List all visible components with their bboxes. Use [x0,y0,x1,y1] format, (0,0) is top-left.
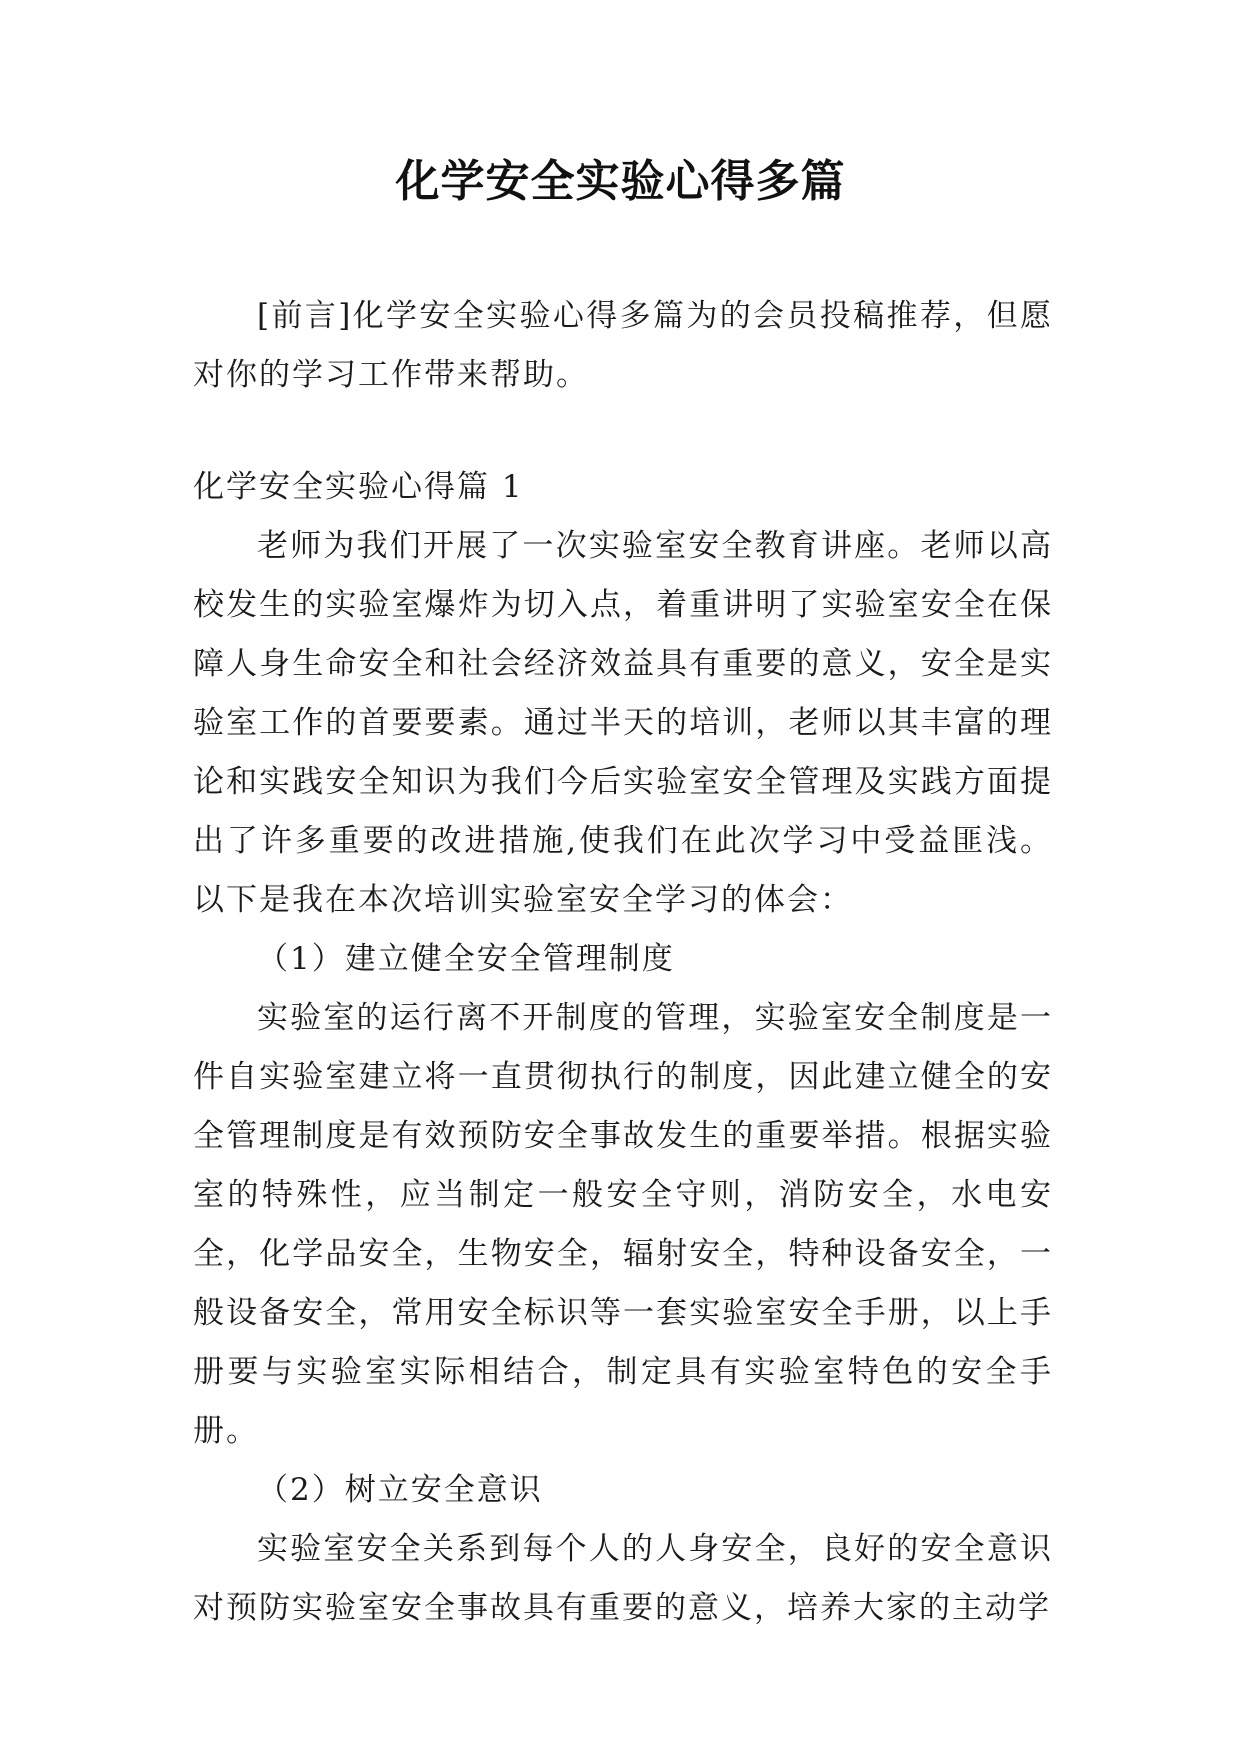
preface-paragraph: [前言]化学安全实验心得多篇为的会员投稿推荐，但愿对你的学习工作带来帮助。 [193,298,1053,393]
paragraph-awareness: 实验室安全关系到每个人的人身安全，良好的安全意识对预防实验室安全事故具有重要的意义，培养大家的主动学 [193,1531,1053,1626]
document-title: 化学安全实验心得多篇 [395,156,846,207]
paragraph-management: 实验室的运行离不开制度的管理，实验室安全制度是一件自实验室建立将一直贯彻执行的制度，因此建立健全的安全管理制度是有效预防安全事故发生的重要举措。根据实验室的特殊性，应当制定一般安全守则，消防安全，水电安全，化学品安全，生物安全，辐射安全，特种设备安全，一般设备安全，常用安全标识等一套实验室安全手册，以上手册要与实验室实际相结合，制定具有实验室特色的安全手册。 [193,1000,1053,1449]
preface-block [193,287,1053,405]
subheading-2: （2）树立安全意识 [257,1472,543,1508]
subheading-1: （1）建立健全安全管理制度 [257,941,675,977]
document-body [193,458,1053,1638]
section-heading: 化学安全实验心得篇 1 [193,469,524,505]
paragraph-intro: 老师为我们开展了一次实验室安全教育讲座。老师以高校发生的实验室爆炸为切入点，着重讲明了实验室安全在保障人身生命安全和社会经济效益具有重要的意义，安全是实验室工作的首要要素。通过半天的培训，老师以其丰富的理论和实践安全知识为我们今后实验室安全管理及实践方面提出了许多重要的改进措施,使我们在此次学习中受益匪浅。以下是我在本次培训实验室安全学习的体会： [193,528,1053,918]
